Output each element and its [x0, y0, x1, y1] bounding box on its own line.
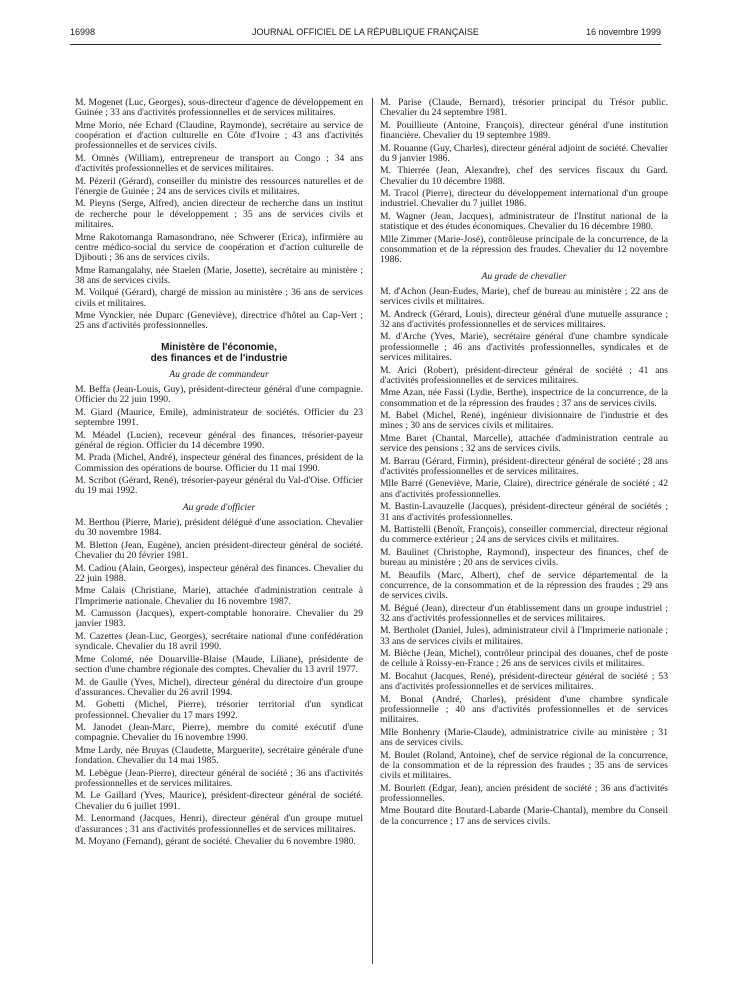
decoration-entry: Mme Azan, née Fassi (Lydie, Berthe), inspectrice de la concurrence, de la consommation et de la répression des fraudes ; 37 ans de services civils. — [380, 387, 668, 409]
decoration-entry: Mme Rakotomanga Ramasondrano, née Schwerer (Erica), infirmière au centre médico-social du service de coopération et d'action culturelle de Djibouti ; 36 ans de services civils. — [75, 231, 363, 264]
decoration-entry: Mme Morio, née Echard (Claudine, Raymonde), secrétaire au service de coopération et d'action culturelle en Côte d'Ivoire ; 43 ans d'activités professionnelles et de services civils. — [75, 119, 363, 152]
decoration-entry: M. Cazettes (Jean-Luc, Georges), secrétaire national d'une confédération syndicale. Chevalier du 18 avril 1990. — [75, 630, 363, 653]
issue-date: 16 novembre 1999 — [585, 27, 661, 37]
decoration-entry: M. Bégué (Jean), directeur d'un établissement dans un groupe industriel ; 32 ans d'activités professionnelles et de services militaires. — [380, 602, 668, 624]
right-column — [380, 98, 668, 829]
decoration-entry: M. Beffa (Jean-Louis, Guy), président-directeur général d'une compagnie. Officier du 22 juin 1990. — [75, 384, 363, 406]
decoration-entry: M. Battistelli (Benoît, François), conseiller commercial, directeur régional du commerce extérieur ; 24 ans de services civils et militaires. — [380, 523, 668, 546]
decoration-entry: M. Omnès (William), entrepreneur de transport au Congo ; 34 ans d'activités professionnelles et de services militaires. — [75, 152, 363, 175]
decoration-entry: Mme Lardy, née Bruyas (Claudette, Marguerite), secrétaire générale d'une fondation. Chevalier du 14 mai 1985. — [75, 744, 363, 767]
header-rule — [70, 44, 661, 45]
grade-heading-commandeur: Au grade de commandeur — [169, 368, 269, 380]
decoration-entry: M. Giard (Maurice, Emile), administrateur de sociétés. Officier du 23 septembre 1991. — [75, 406, 363, 429]
decoration-entry: Mme Boutard dite Boutard-Labarde (Marie-Chantal), membre du Conseil de la concurrence ; 17 ans de services civils. — [380, 805, 668, 827]
decoration-entry: M. Bocahut (Jacques, René), président-directeur général de société ; 53 ans d'activités professionnelles et de services militaires. — [380, 670, 668, 693]
decoration-entry: M. d'Achon (Jean-Eudes, Marie), chef de bureau au ministère ; 22 ans de services civils et militaires. — [380, 285, 668, 308]
decoration-entry: Mlle Zimmer (Marie-José), contrôleuse principale de la concurrence, de la consommation et de la répression des fraudes. Chevalier du 12 novembre 1986. — [380, 233, 668, 266]
decoration-entry: M. Thierrée (Jean, Alexandre), chef des services fiscaux du Gard. Chevalier du 10 décembre 1988. — [380, 165, 668, 187]
decoration-entry: Mlle Barré (Geneviève, Marie, Claire), directrice générale de société ; 42 ans d'activités professionnelles. — [380, 478, 668, 500]
entries-group-chevalier — [380, 287, 668, 827]
decoration-entry: M. Bourlett (Edgar, Jean), ancien président de société ; 36 ans d'activités professionnelles. — [380, 782, 668, 804]
decoration-entry: M. Lebègue (Jean-Pierre), directeur général de société ; 36 ans d'activités professionnelles et de services militaires. — [75, 767, 363, 789]
decoration-entry: M. Bastin-Lavauzelle (Jacques), président-directeur général de sociétés ; 31 ans d'activités professionnelles. — [380, 501, 668, 523]
decoration-entry: M. Mogenet (Luc, Georges), sous-directeur d'agence de développement en Guinée ; 33 ans d'activités professionnelles et de services militaires. — [75, 97, 363, 119]
ministry-title-line1: Ministère de l'économie, — [161, 341, 277, 353]
entries-group-officier — [75, 518, 363, 847]
page-number: 16998 — [70, 27, 96, 37]
left-column — [75, 98, 363, 849]
decoration-entry: M. Bertholet (Daniel, Jules), administrateur civil à l'Imprimerie nationale ; 33 ans de services civils et militaires. — [380, 625, 668, 647]
entries-group-officier-cont — [380, 98, 668, 266]
decoration-entry: M. Bletton (Jean, Eugène), ancien président-directeur général de société. Chevalier du 20 février 1981. — [75, 539, 363, 562]
decoration-entry: M. Baulinet (Christophe, Raymond), inspecteur des finances, chef de bureau au ministère ; 20 ans de services civils. — [380, 546, 668, 569]
decoration-entry: M. Cadiou (Alain, Georges), inspecteur général des finances. Chevalier du 22 juin 1988. — [75, 562, 363, 584]
decoration-entry: M. Scribot (Gérard, René), trésorier-payeur général du Val-d'Oise. Officier du 19 mai 1992. — [75, 475, 363, 497]
decoration-entry: M. Andreck (Gérard, Louis), directeur général d'une mutuelle assurance ; 32 ans d'activités professionnelles et de services militaires. — [380, 308, 668, 330]
decoration-entry: M. Wagner (Jean, Jacques), administrateur de l'Institut national de la statistique et des études économiques. Chevalier du 16 décembre 1980. — [380, 210, 668, 233]
decoration-entry: M. Pouillieute (Antoine, François), directeur général d'une institution financière. Chevalier du 19 septembre 1989. — [380, 119, 668, 142]
decoration-entry: M. Barrau (Gérard, Firmin), président-directeur général de société ; 28 ans d'activités professionnelles et de services militaires. — [380, 455, 668, 477]
decoration-entry: M. Bonal (André, Charles), président d'une chambre syndicale professionnelle ; 40 ans d'activités professionnelles et de services militaires. — [380, 693, 668, 726]
decoration-entry: M. Rouanne (Guy, Charles), directeur général adjoint de société. Chevalier du 9 janvier 1986. — [380, 142, 668, 164]
decoration-entry: M. Babel (Michel, René), ingénieur divisionnaire de l'industrie et des mines ; 30 ans de services civils et militaires. — [380, 410, 668, 432]
decoration-entry: M. Camusson (Jacques), expert-comptable honoraire. Chevalier du 29 janvier 1983. — [75, 608, 363, 630]
decoration-entry: M. Prada (Michel, André), inspecteur général des finances, président de la Commission des opérations de bourse. Officier du 11 mai 1990. — [75, 452, 363, 474]
decoration-entry: Mme Baret (Chantal, Marcelle), attachée d'administration centrale au service des pensions ; 32 ans de services civils. — [380, 432, 668, 455]
decoration-entry: M. Arici (Robert), président-directeur général de société ; 41 ans d'activités professionnelles et de services militaires. — [380, 364, 668, 386]
decoration-entry: M. Lenormand (Jacques, Henri), directeur général d'un groupe mutuel d'assurances ; 31 ans d'activités professionnelles et de services militaires. — [75, 813, 363, 835]
decoration-entry: M. Janodet (Jean-Marc, Pierre), membre du comité exécutif d'une compagnie. Chevalier du 16 novembre 1990. — [75, 722, 363, 744]
entries-group-commandeur — [75, 385, 363, 497]
decoration-entry: Mme Vynckier, née Duparc (Geneviève), directrice d'hôtel au Cap-Vert ; 25 ans d'activités professionnelles. — [75, 310, 363, 332]
decoration-entry: M. Parise (Claude, Bernard), trésorier principal du Trésor public. Chevalier du 24 septembre 1981. — [380, 97, 668, 119]
grade-heading-chevalier: Au grade de chevalier — [481, 270, 567, 282]
entries-group-top — [75, 98, 363, 332]
ministry-title — [75, 342, 363, 364]
decoration-entry: M. Beaufils (Marc, Albert), chef de service départemental de la concurrence, de la consommation et de la répression des fraudes ; 29 ans de services civils. — [380, 569, 668, 602]
decoration-entry: M. Pieyns (Serge, Alfred), ancien directeur de recherche dans un institut de recherche pour le développement ; 35 ans de services civils et militaires. — [75, 198, 363, 231]
decoration-entry: Mme Colomé, née Douarville-Blaise (Maude, Liliane), présidente de section d'une chambre régionale des comptes. Chevalier du 13 avril 1977. — [75, 653, 363, 676]
journal-title: JOURNAL OFFICIEL DE LA RÉPUBLIQUE FRANÇAISE — [252, 27, 479, 37]
decoration-entry: M. Voilqué (Gérard), chargé de mission au ministère ; 36 ans de services civils et militaires. — [75, 287, 363, 309]
grade-heading-officier: Au grade d'officier — [182, 501, 256, 513]
decoration-entry: Mme Ramangalahy, née Staelen (Marie, Josette), secrétaire au ministère ; 38 ans de services civils. — [75, 264, 363, 286]
decoration-entry: M. Gobetti (Michel, Pierre), trésorier territorial d'un syndicat professionnel. Chevalier du 17 mars 1992. — [75, 699, 363, 721]
decoration-entry: M. Méadel (Lucien), receveur général des finances, trésorier-payeur général de région. Officier du 14 décembre 1990. — [75, 429, 363, 451]
column-divider — [372, 98, 373, 964]
decoration-entry: M. Moyano (Fernand), gérant de société. Chevalier du 6 novembre 1980. — [75, 835, 356, 847]
decoration-entry: M. de Gaulle (Yves, Michel), directeur général du directoire d'un groupe d'assurances. Chevalier du 26 avril 1994. — [75, 676, 363, 698]
decoration-entry: M. Pézeril (Gérard), conseiller du ministre des ressources naturelles et de l'énergie de Guinée ; 24 ans de services civils et militaires. — [75, 175, 363, 197]
decoration-entry: M. Tracol (Pierre), directeur du développement international d'un groupe industriel. Chevalier du 7 juillet 1986. — [380, 188, 668, 210]
page-header — [70, 27, 661, 41]
decoration-entry: M. Le Gaillard (Yves, Maurice), président-directeur général de société. Chevalier du 6 juillet 1991. — [75, 790, 363, 812]
decoration-entry: M. Berthou (Pierre, Marie), président délégué d'une association. Chevalier du 30 novembre 1984. — [75, 517, 363, 539]
decoration-entry: M. Boulet (Roland, Antoine), chef de service régional de la concurrence, de la consommation et de la répression des fraudes ; 35 ans de services civils et militaires. — [380, 749, 668, 782]
decoration-entry: M. Bièche (Jean, Michel), contrôleur principal des douanes, chef de poste de cellule à Roissy-en-France ; 26 ans de services civils et militaires. — [380, 648, 668, 670]
decoration-entry: M. d'Arche (Yves, Marie), secrétaire général d'une chambre syndicale professionnelle ; 46 ans d'activités professionnelles, syndicales et de services militaires. — [380, 331, 668, 364]
ministry-title-line2: des finances et de l'industrie — [150, 352, 288, 364]
decoration-entry: Mme Calais (Christiane, Marie), attachée d'administration centrale à l'Imprimerie nationale. Chevalier du 16 novembre 1987. — [75, 585, 363, 607]
decoration-entry: Mlle Bonhenry (Marie-Claude), administratrice civile au ministère ; 31 ans de services civils. — [380, 726, 668, 749]
